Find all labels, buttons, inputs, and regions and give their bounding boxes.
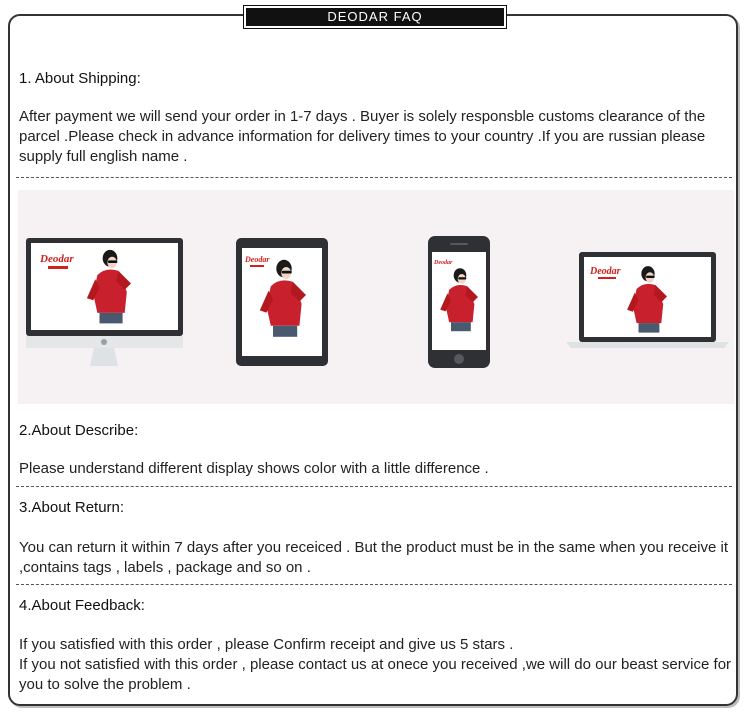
- laptop: [566, 252, 729, 348]
- svg-text:Deodar: Deodar: [434, 260, 453, 266]
- section-body-describe: Please understand different display shows color with a little difference .: [19, 460, 489, 477]
- smartphone: [428, 236, 490, 368]
- device-display-image: [18, 190, 734, 404]
- section-heading-feedback: 4.About Feedback:: [19, 597, 145, 614]
- devices-illustration: [18, 190, 734, 404]
- divider: [16, 584, 732, 585]
- svg-text:Deodar: Deodar: [40, 253, 74, 265]
- section-body-feedback-1: If you satisfied with this order , please Confirm receipt and give us 5 stars .: [19, 636, 514, 653]
- tablet: [236, 238, 328, 366]
- divider: [16, 486, 732, 487]
- section-body-return: You can return it within 7 days after you receiced . But the product must be in the same when you receive it ,contains tags , labels , package and so on .: [19, 539, 728, 576]
- page-title: DEODAR FAQ: [244, 6, 506, 28]
- section-body-feedback-2: If you not satisfied with this order , please contact us at onece you received ,we will do our beast service for you to solve the problem .: [19, 656, 732, 693]
- svg-text:Deodar: Deodar: [245, 255, 270, 264]
- section-heading-shipping: 1. About Shipping:: [19, 70, 141, 87]
- section-heading-return: 3.About Return:: [19, 499, 125, 516]
- section-heading-describe: 2.About Describe:: [19, 422, 139, 439]
- divider: [16, 177, 732, 178]
- svg-text:Deodar: Deodar: [590, 266, 621, 277]
- desktop-monitor: [26, 238, 183, 366]
- section-body-shipping: After payment we will send your order in 1-7 days . Buyer is solely responsble customs clearance of the parcel .Please check in advance information for delivery times to your country .If you are russian please supply full english name .: [19, 108, 706, 165]
